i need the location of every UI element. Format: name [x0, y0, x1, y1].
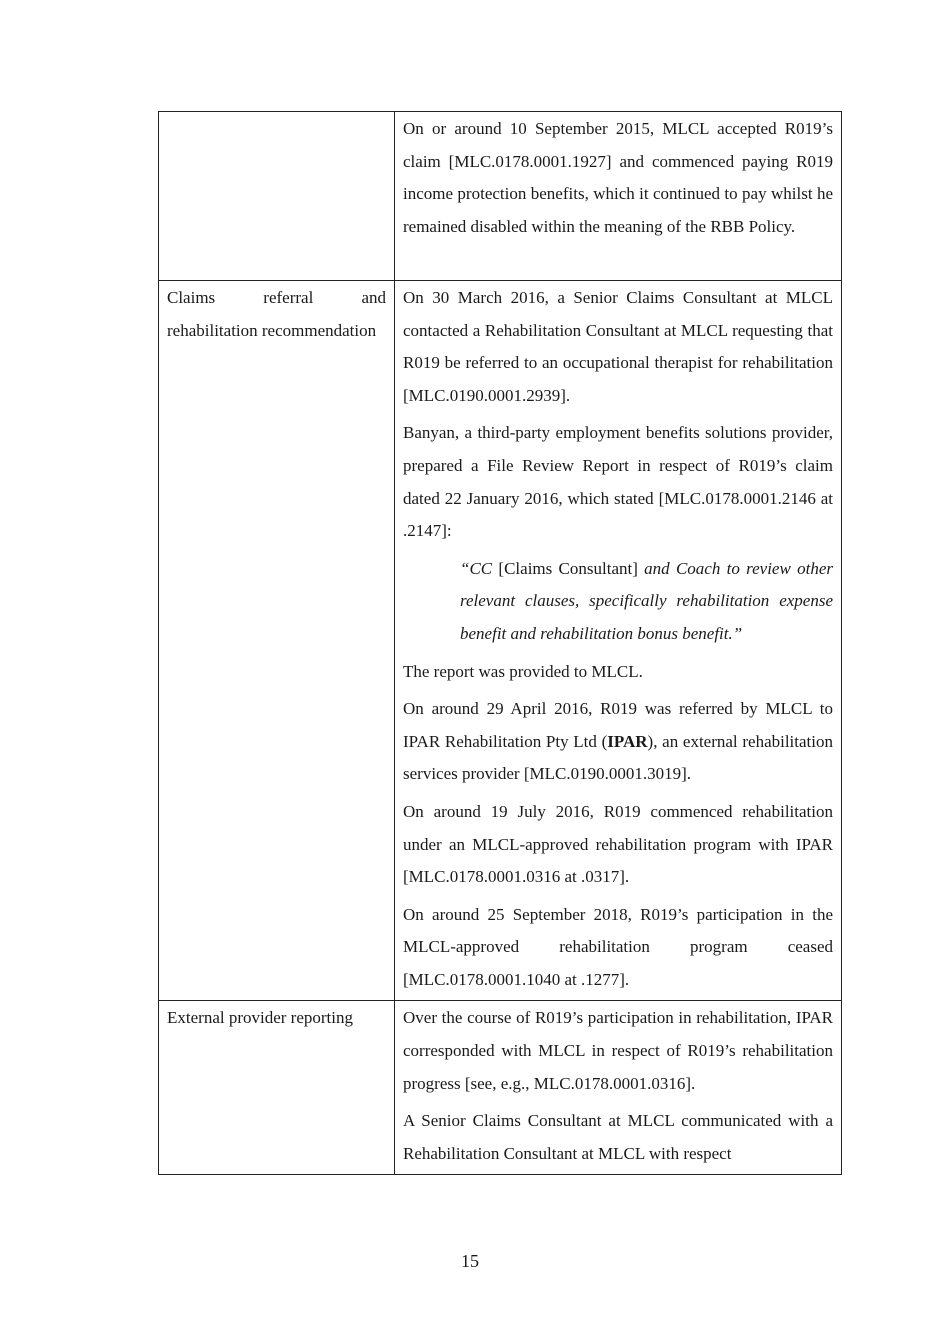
paragraph — [403, 693, 833, 791]
row-label: External provider reporting — [167, 1008, 353, 1028]
claim-timeline-table — [158, 111, 842, 1175]
quote-rest: and Coach to review other relevant clauses, specifically rehabilitation expense benefit and rehabilitation bonus benefit.” — [460, 558, 833, 643]
row-label-cell — [159, 281, 395, 1001]
text-run: On around 29 April 2016, R019 was referred by MLCL to IPAR Rehabilitation Pty Ltd ( — [403, 699, 833, 751]
paragraph: The report was provided to MLCL. — [403, 661, 643, 681]
paragraph: A Senior Claims Consultant at MLCL communicated with a Rehabilitation Consultant at MLCL with respect — [403, 1111, 833, 1163]
row-content-cell — [395, 112, 842, 281]
table-row — [159, 1001, 842, 1175]
table-row — [159, 112, 842, 281]
row-label: Claims referral and rehabilitation recommendation — [167, 288, 386, 340]
quote-open: “CC — [460, 558, 499, 578]
page-number: 15 — [461, 1251, 479, 1271]
quote-bracket: [Claims Consultant] — [498, 558, 638, 578]
paragraph: Over the course of R019’s participation in rehabilitation, IPAR corresponded with MLCL in respect of R019’s rehabilitation progress [see, e.g., MLC.0178.0001.0316]. — [403, 1008, 833, 1093]
row-label-cell — [159, 112, 395, 281]
paragraph: Banyan, a third-party employment benefits solutions provider, prepared a File Review Report in respect of R019’s claim dated 22 January 2016, which stated [MLC.0178.0001.2146 at .2147]: — [403, 423, 833, 541]
paragraph: On or around 10 September 2015, MLCL accepted R019’s claim [MLC.0178.0001.1927] and commenced paying R019 income protection benefits, which it continued to pay whilst he remained disabled within the meaning of the RBB Policy. — [403, 119, 833, 236]
paragraph: On 30 March 2016, a Senior Claims Consultant at MLCL contacted a Rehabilitation Consultant at MLCL requesting that R019 be referred to an occupational therapist for rehabilitation [MLC.0190.0001.2939]. — [403, 288, 833, 405]
row-content-cell — [395, 1001, 842, 1175]
table-row — [159, 281, 842, 1001]
paragraph: On around 19 July 2016, R019 commenced rehabilitation under an MLCL-approved rehabilitation program with IPAR [MLC.0178.0001.0316 at .0317]. — [403, 801, 833, 887]
row-label-cell — [159, 1001, 395, 1175]
text-run: ), an external rehabilitation services provider [MLC.0190.0001.3019]. — [403, 731, 833, 784]
row-content-cell — [395, 281, 842, 1001]
defined-term: IPAR — [607, 731, 648, 751]
paragraph: On around 25 September 2018, R019’s participation in the MLCL-approved rehabilitation program ceased [MLC.0178.0001.1040 at .1277]. — [403, 904, 833, 989]
block-quote — [460, 553, 833, 651]
